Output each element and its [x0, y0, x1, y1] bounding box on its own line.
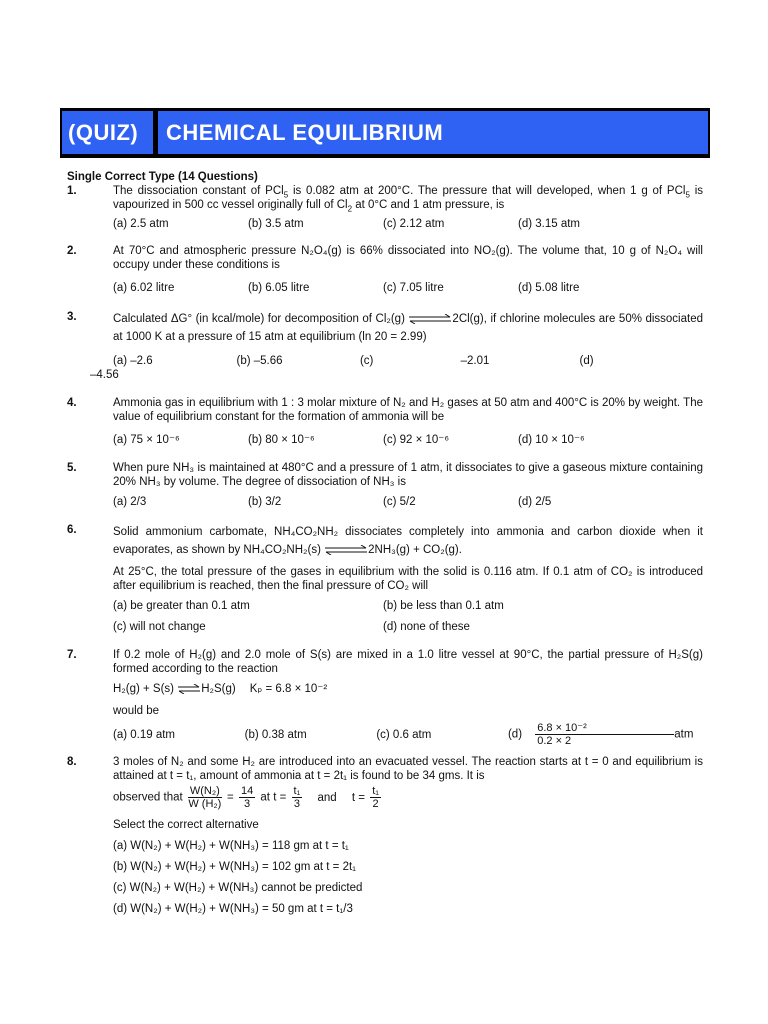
- reaction-equation: H₂(g) + S(s) H₂S(g) Kₚ = 6.8 × 10⁻²: [113, 683, 328, 695]
- question-7: [67, 648, 703, 747]
- option-d[interactable]: (d) 5.08 litre: [518, 282, 580, 294]
- option-d[interactable]: (d) W(N₂) + W(H₂) + W(NH₃) = 50 gm at t = t₁/3: [113, 903, 353, 915]
- question-1: [67, 184, 703, 231]
- options: [113, 433, 703, 447]
- option-c[interactable]: (c) W(N₂) + W(H₂) + W(NH₃) cannot be predicted: [113, 882, 363, 894]
- question-3: [67, 310, 703, 382]
- option-b[interactable]: (b) W(N₂) + W(H₂) + W(NH₃) = 102 gm at t = 2t₁: [113, 861, 357, 873]
- option-b[interactable]: (b) 6.05 litre: [248, 282, 310, 294]
- select-instruction: Select the correct alternative: [113, 819, 259, 831]
- option-c[interactable]: (c) 7.05 litre: [383, 282, 444, 294]
- question-text: When pure NH₃ is maintained at 480°C and a pressure of 1 atm, it dissociates to give a gaseous mixture containing 20% NH₃ by volume. The degree of dissociation of NH₃ is: [113, 462, 703, 488]
- option-a[interactable]: (a) –2.6: [113, 355, 153, 367]
- question-text-continued: would be: [113, 705, 160, 717]
- option-d-value: –4.56: [90, 369, 119, 381]
- option-a[interactable]: (a) 2.5 atm: [113, 218, 169, 230]
- option-a[interactable]: (a) W(N₂) + W(H₂) + W(NH₃) = 118 gm at t = t₁: [113, 840, 349, 852]
- question-6: [67, 523, 703, 634]
- option-b[interactable]: (b) 80 × 10⁻⁶: [248, 434, 315, 446]
- equilibrium-arrow-icon: [324, 545, 368, 555]
- option-d[interactable]: (d) none of these: [383, 621, 470, 633]
- question-number: 5.: [67, 462, 77, 474]
- options: [113, 495, 703, 509]
- option-c[interactable]: (c): [359, 355, 374, 367]
- option-c[interactable]: (c) 92 × 10⁻⁶: [383, 434, 450, 446]
- question-text: The dissociation constant of PCl$_5$ is 0.082 atm at 200°C. The pressure that will developed, when 1 g of PCl$_5$ is vapourized in 500 cc vessel originally full of $Cl_2$ at 0°C and 1 atm pressure, is: [113, 185, 704, 214]
- observation-equation: observed that $\frac{\text{W(N₂)}}{\text{W (H₂)}}$ = $\frac{14}{3}$ at t = $\frac{\text{t₁}}{3}$ and t = $\frac{\text{t₁}}{2}$: [113, 785, 379, 810]
- option-c[interactable]: (c) 2.12 atm: [383, 218, 445, 230]
- option-d[interactable]: (d) 2/5: [518, 496, 552, 508]
- question-text: At 70°C and atmospheric pressure N₂O₄(g) is 66% dissociated into NO₂(g). The volume that, 10 g of N₂O₄ will occupy under these conditions is: [113, 245, 703, 271]
- options: [113, 354, 703, 368]
- option-b[interactable]: (b) 3/2: [248, 496, 282, 508]
- question-text-continued: At 25°C, the total pressure of the gases in equilibrium with the solid is 0.116 atm. If 0.1 atm of CO₂ is introduced after equilibrium is reached, then the final pressure of CO₂ will: [113, 566, 703, 592]
- option-a[interactable]: (a) 6.02 litre: [113, 282, 175, 294]
- question-number: 4.: [67, 397, 77, 409]
- question-number: 1.: [67, 185, 77, 197]
- question-number: 6.: [67, 524, 77, 536]
- question-text: 3 moles of N₂ and some H₂ are introduced into an evacuated vessel. The reaction starts at t = 0 and equilibrium is attained at t = t₁, amount of ammonia at t = 2t₁ is found to be 34 gms. It is: [113, 756, 703, 782]
- option-c-value: –2.01: [460, 355, 490, 367]
- options: [113, 281, 703, 295]
- equilibrium-arrow-icon: [408, 314, 452, 324]
- option-a[interactable]: (a) 75 × 10⁻⁶: [113, 434, 180, 446]
- option-a[interactable]: (a) 2/3: [113, 496, 147, 508]
- options: [113, 599, 703, 634]
- option-b[interactable]: (b) 0.38 atm: [244, 728, 307, 741]
- section-subtitle: Single Correct Type (14 Questions): [67, 171, 258, 183]
- option-b[interactable]: (b) –5.66: [236, 355, 283, 367]
- option-c[interactable]: (c) 0.6 atm: [376, 728, 432, 741]
- question-text: Calculated ΔG° (in kcal/mole) for decomposition of Cl₂(g) 2Cl(g), if chlorine molecules are 50% dissociated at 1000 K at a pressure of 15 atm at equilibrium (ln 20 = 2.99): [113, 313, 703, 343]
- question-4: [67, 396, 703, 447]
- option-d[interactable]: (d) 10 × 10⁻⁶: [518, 434, 585, 446]
- question-text: Ammonia gas in equilibrium with 1 : 3 molar mixture of N₂ and H₂ gases at 50 atm and 400°C is 20% by weight. The value of equilibrium constant for the formation of ammonia will be: [113, 397, 703, 423]
- question-text: Solid ammonium carbomate, NH₄CO₂NH₂ dissociates completely into ammonia and carbon dioxide when it evaporates, as shown by NH₄CO₂NH₂(s) 2NH₃(g) + CO₂(g).: [113, 526, 703, 556]
- equilibrium-arrow-icon: [177, 684, 201, 694]
- quiz-tag: (QUIZ): [68, 120, 139, 145]
- question-5: [67, 461, 703, 509]
- option-d[interactable]: (d) 3.15 atm: [518, 218, 580, 230]
- banner-divider: [153, 108, 158, 155]
- question-8: [67, 755, 703, 916]
- options: [113, 217, 703, 231]
- question-number: 2.: [67, 245, 77, 257]
- option-c[interactable]: (c) will not change: [113, 621, 206, 633]
- question-number: 7.: [67, 649, 77, 661]
- option-d[interactable]: (d): [579, 355, 594, 367]
- option-b[interactable]: (b) be less than 0.1 atm: [383, 600, 504, 612]
- option-c[interactable]: (c) 5/2: [383, 496, 416, 508]
- question-2: [67, 244, 703, 295]
- option-d[interactable]: (d) $\frac{\text{6.8 × 10⁻²}}{0.2 \times 2}$ atm: [507, 722, 694, 747]
- page-title: CHEMICAL EQUILIBRIUM: [166, 120, 444, 145]
- quiz-banner: [60, 108, 710, 158]
- question-number: 3.: [67, 311, 77, 323]
- question-text: If 0.2 mole of H₂(g) and 2.0 mole of S(s) are mixed in a 1.0 litre vessel at 90°C, the partial pressure of H₂S(g) formed according to the reaction: [113, 649, 703, 675]
- option-a[interactable]: (a) 0.19 atm: [113, 728, 175, 741]
- question-number: 8.: [67, 756, 77, 768]
- options: [113, 722, 703, 747]
- option-b[interactable]: (b) 3.5 atm: [248, 218, 304, 230]
- question-sheet: [67, 170, 703, 916]
- option-a[interactable]: (a) be greater than 0.1 atm: [113, 600, 250, 612]
